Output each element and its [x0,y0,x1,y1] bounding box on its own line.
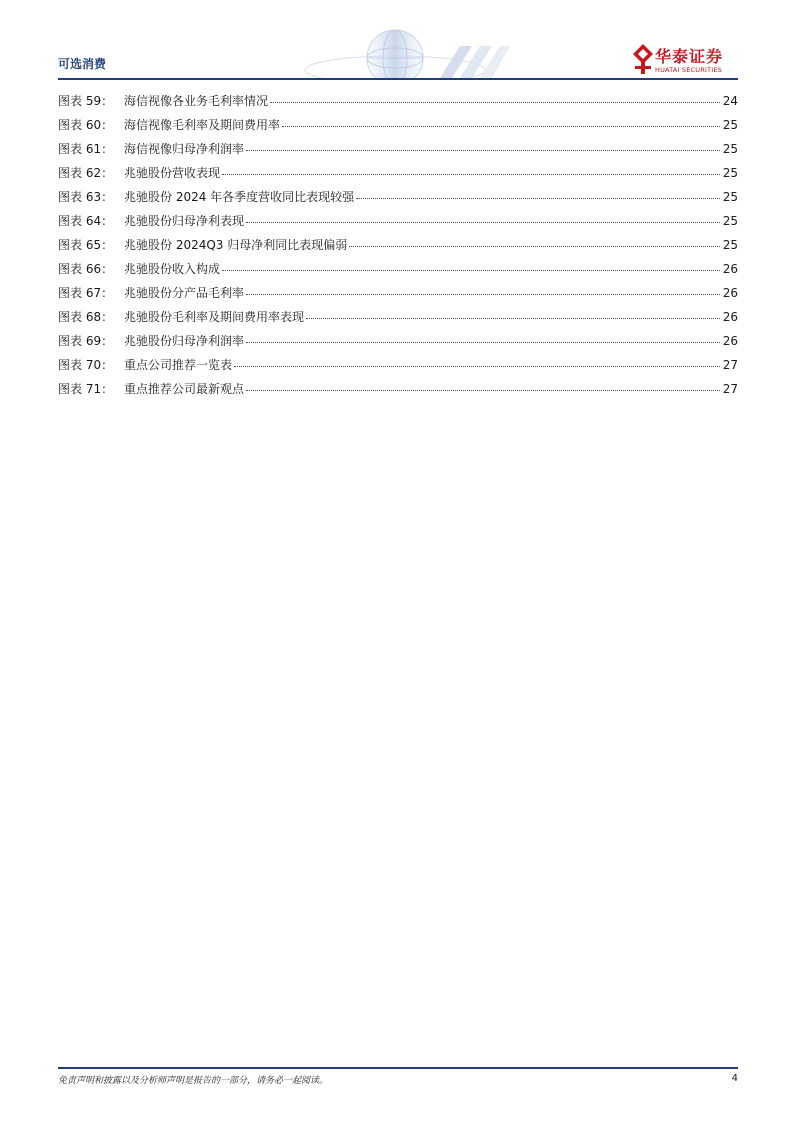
toc-row[interactable] [58,332,738,356]
toc-row[interactable] [58,236,738,260]
toc-leader [349,246,720,247]
toc-leader [356,198,720,199]
toc-leader [222,270,720,271]
toc-figure-number: 图表 59： [58,94,114,108]
toc-page-number: 26 [722,334,738,348]
section-label: 可选消费 [58,57,107,71]
toc-figure-number: 图表 64： [58,214,114,228]
toc-page-number: 27 [722,358,738,372]
toc-page-number: 25 [722,238,738,252]
toc-row[interactable] [58,356,738,380]
page-number: 4 [731,1073,738,1084]
toc-title: 兆驰股份毛利率及期间费用率表现 [124,310,305,324]
globe-graphic [300,28,520,78]
toc-title: 海信视像毛利率及期间费用率 [124,118,281,132]
toc-title: 兆驰股份归母净利润率 [124,334,245,348]
toc-page-number: 25 [722,190,738,204]
toc-figure-number: 图表 68： [58,310,114,324]
toc-page-number: 26 [722,310,738,324]
toc-leader [246,390,720,391]
toc-figure-number: 图表 60： [58,118,114,132]
toc-page-number: 26 [722,286,738,300]
toc-title: 兆驰股份分产品毛利率 [124,286,245,300]
toc-figure-number: 图表 65： [58,238,114,252]
toc-leader [246,222,720,223]
toc-figure-number: 图表 66： [58,262,114,276]
toc-row[interactable] [58,164,738,188]
logo-mark-icon [633,44,653,74]
toc-figure-number: 图表 70： [58,358,114,372]
figure-index [58,92,738,404]
toc-leader [246,342,720,343]
toc-title: 兆驰股份收入构成 [124,262,221,276]
toc-row[interactable] [58,116,738,140]
toc-title: 兆驰股份 2024 年各季度营收同比表现较强 [124,190,355,204]
logo-text-en: HUATAI SECURITIES [655,66,722,74]
toc-title: 重点公司推荐一览表 [124,358,233,372]
toc-page-number: 25 [722,142,738,156]
toc-figure-number: 图表 62： [58,166,114,180]
toc-figure-number: 图表 61： [58,142,114,156]
toc-figure-number: 图表 63： [58,190,114,204]
toc-leader [234,366,720,367]
toc-leader [270,102,720,103]
toc-title: 兆驰股份 2024Q3 归母净利同比表现偏弱 [124,238,348,252]
toc-page-number: 25 [722,166,738,180]
footer-divider [58,1067,738,1069]
toc-row[interactable] [58,380,738,404]
toc-page-number: 25 [722,214,738,228]
toc-title: 重点推荐公司最新观点 [124,382,245,396]
page-header [0,0,794,80]
header-divider [58,78,738,80]
toc-row[interactable] [58,212,738,236]
toc-row[interactable] [58,92,738,116]
toc-leader [246,150,720,151]
toc-page-number: 27 [722,382,738,396]
toc-leader [306,318,720,319]
toc-figure-number: 图表 69： [58,334,114,348]
toc-page-number: 25 [722,118,738,132]
toc-row[interactable] [58,140,738,164]
toc-row[interactable] [58,284,738,308]
toc-title: 兆驰股份营收表现 [124,166,221,180]
footer-disclaimer: 免责声明和披露以及分析师声明是报告的一部分，请务必一起阅读。 [58,1076,329,1086]
toc-row[interactable] [58,260,738,284]
toc-figure-number: 图表 71： [58,382,114,396]
toc-figure-number: 图表 67： [58,286,114,300]
toc-title: 兆驰股份归母净利表现 [124,214,245,228]
toc-page-number: 26 [722,262,738,276]
toc-leader [246,294,720,295]
toc-row[interactable] [58,308,738,332]
toc-leader [222,174,720,175]
toc-row[interactable] [58,188,738,212]
toc-title: 海信视像归母净利润率 [124,142,245,156]
toc-page-number: 24 [722,94,738,108]
logo-text-cn: 华泰证券 [655,47,724,66]
company-logo [633,44,738,76]
toc-title: 海信视像各业务毛利率情况 [124,94,269,108]
toc-leader [282,126,720,127]
